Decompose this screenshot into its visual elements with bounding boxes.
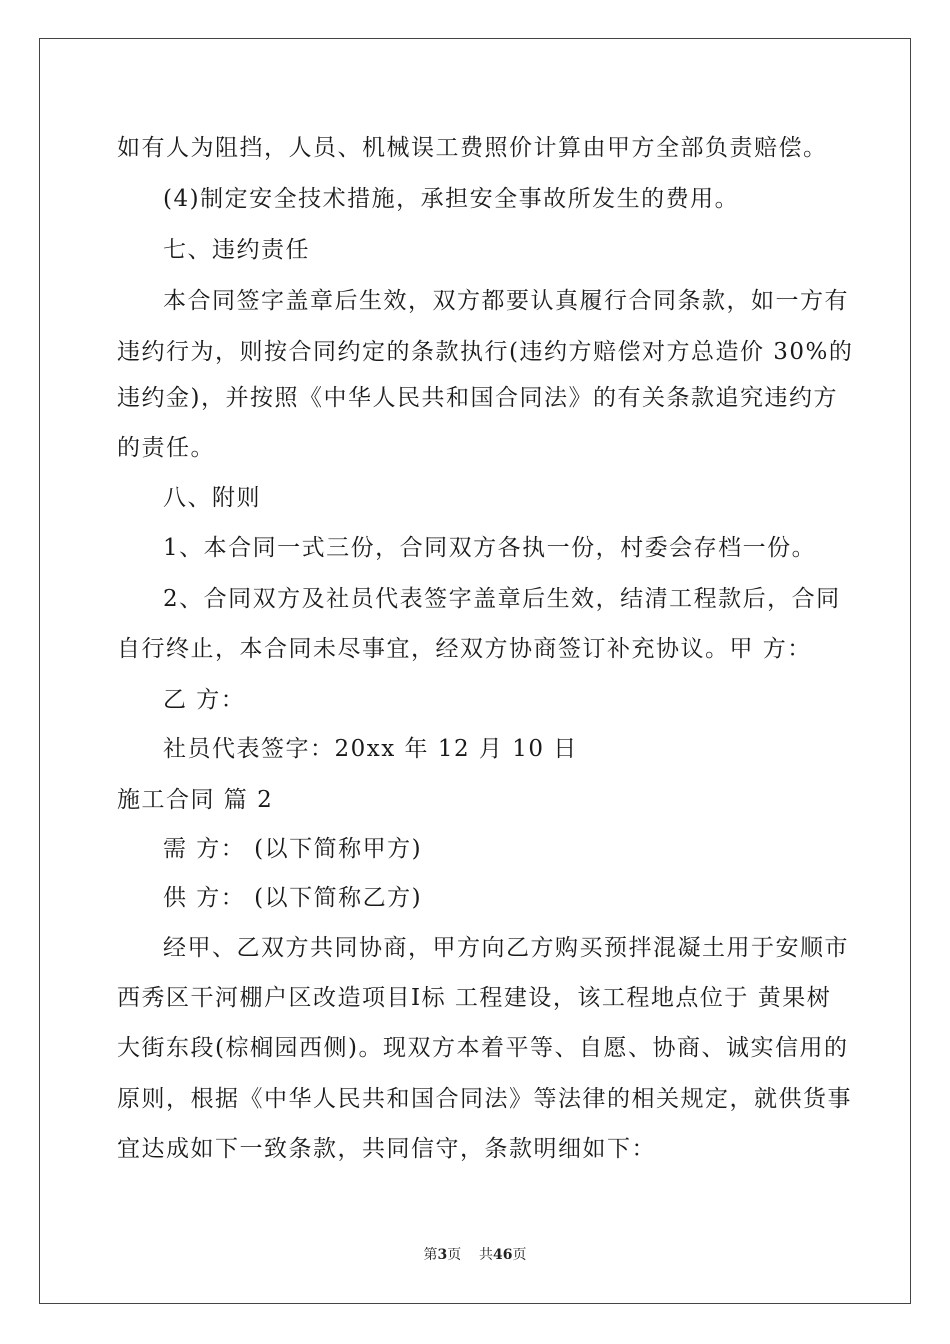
body-line: 本合同签字盖章后生效，双方都要认真履行合同条款，如一方有 (163, 288, 849, 314)
body-line: 宜达成如下一致条款，共同信守，条款明细如下： (117, 1136, 656, 1162)
body-line: 原则，根据《中华人民共和国合同法》等法律的相关规定，就供货事 (117, 1086, 852, 1112)
body-line: 西秀区干河棚户区改造项目Ⅰ标 工程建设，该工程地点位于 黄果树 (117, 985, 832, 1011)
footer-page-number: 3 (437, 1247, 448, 1263)
body-line: 2、合同双方及社员代表签字盖章后生效，结清工程款后，合同 (163, 586, 841, 612)
section-heading: 八、附则 (163, 485, 261, 511)
footer-total-prefix: 共 (479, 1247, 494, 1263)
signature-line: 乙 方： (163, 687, 246, 713)
document-title: 施工合同 篇 2 (117, 787, 274, 813)
page-footer (0, 1245, 950, 1265)
footer-page-prefix: 第 (423, 1247, 438, 1263)
party-line: 需 方： (以下简称甲方) (163, 836, 423, 862)
body-line: 如有人为阻挡，人员、机械误工费照价计算由甲方全部负责赔偿。 (117, 135, 828, 161)
body-line: 违约金)，并按照《中华人民共和国合同法》的有关条款追究违约方 (117, 385, 838, 411)
body-line: 1、本合同一式三份，合同双方各执一份，村委会存档一份。 (163, 535, 817, 561)
footer-page-suffix: 页 (447, 1247, 462, 1263)
body-line: 大街东段(棕榈园西侧)。现双方本着平等、自愿、协商、诚实信用的 (117, 1035, 849, 1061)
footer-total-number: 46 (493, 1247, 513, 1263)
body-line: (4)制定安全技术措施，承担安全事故所发生的费用。 (163, 186, 740, 212)
body-line: 自行终止，本合同未尽事宜，经双方协商签订补充协议。甲 方： (117, 636, 812, 662)
page-border (39, 38, 911, 1304)
party-line: 供 方： (以下简称乙方) (163, 885, 423, 911)
signature-line: 社员代表签字：20xx 年 12 月 10 日 (163, 736, 578, 762)
footer-total-suffix: 页 (512, 1247, 527, 1263)
body-line: 违约行为，则按合同约定的条款执行(违约方赔偿对方总造价 30%的 (117, 339, 854, 365)
section-heading: 七、违约责任 (163, 237, 310, 263)
body-line: 经甲、乙双方共同协商，甲方向乙方购买预拌混凝土用于安顺市 (163, 935, 849, 961)
body-line: 的责任。 (117, 435, 215, 461)
